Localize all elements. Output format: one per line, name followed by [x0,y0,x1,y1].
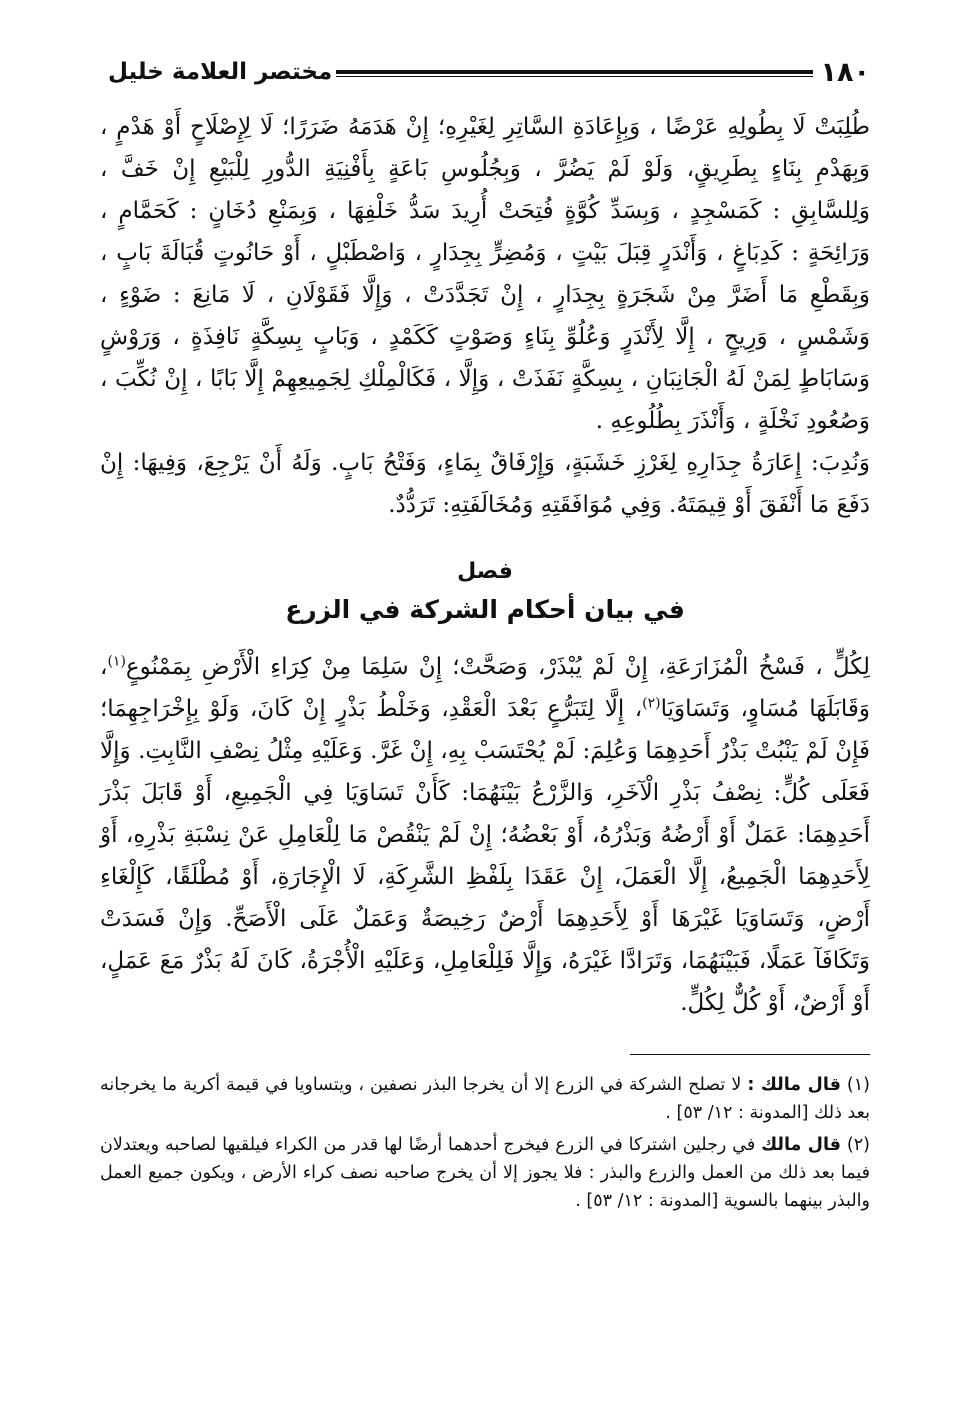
section-paragraph [100,646,870,1024]
footnote-text: في رجلين اشتركا في الزرع فيخرج أحدهما أرضًا لها قدر من الكراء فيلقيها لصاحبه ويعتدلان فيما بعد ذلك من العمل والزرع والبذر : فلا يجوز إلا أن يخرج صاحبه نصف كراء الأرض ، ويكون جميع العمل والبذر بينهما بالسوية [المدونة : ١٢/ ٥٣] . [100,1135,870,1211]
footnote-ref-1[interactable]: (١) [107,653,126,670]
recommended-paragraph: وَنُدِبَ: إِعَارَةُ جِدَارِهِ لِغَرْزِ خَشَبَةٍ، وَإِرْفَاقٌ بِمَاءٍ، وَفَتْحُ بَابٍ. وَلَهُ أَنْ يَرْجِعَ، وَفِيهَا: إِنْ دَفَعَ مَا أَنْفَقَ أَوْ قِيمَتَهُ. وَفِي مُوَافَقَتِهِ وَمُخَالَفَتِهِ: تَرَدُّدٌ. [100,450,870,518]
section-text-part1: لِكُلٍّ ، فَسْخُ الْمُزَارَعَةِ، إِنْ لَمْ يُبْذَرْ، وَصَحَّتْ؛ إِنْ سَلِمَا مِنْ كِرَاءِ الْأَرْضِ بِمَمْنُوعٍ [125,654,870,680]
footnote-author: قال مالك : [747,1075,841,1095]
footnote-number: (٢) [846,1135,870,1155]
main-paragraph: طُلِبَتْ لَا بِطُولِهِ عَرْضًا ، وَبِإِعَادَةِ السَّاتِرِ لِغَيْرِهِ؛ إِنْ هَدَمَهُ ضَرَرًا؛ لَا لِإِصْلَاحٍ أَوْ هَدْمٍ ، وَبِهَدْمِ بِنَاءٍ بِطَرِيقٍ، وَلَوْ لَمْ يَضُرَّ ، وَبِجُلُوسِ بَاعَةٍ بِأَفْنِيَةِ الدُّورِ لِلْبَيْعِ إِنْ خَفَّ ، وَلِلسَّابِقِ : كَمَسْجِدٍ ، وَبِسَدِّ كُوَّةٍ فُتِحَتْ أُرِيدَ سَدُّ خَلْفِهَا ، وَبِمَنْعِ دُخَانٍ : كَحَمَّامٍ ، وَرَائِحَةٍ : كَدِبَاغٍ ، وَأَنْدَرٍ قِبَلَ بَيْتٍ ، وَمُضِرٍّ بِجِدَارٍ ، وَاصْطَبْلٍ ، أَوْ حَانُوتٍ قُبَالَةَ بَابٍ ، وَبِقَطْعِ مَا أَضَرَّ مِنْ شَجَرَةٍ بِجِدَارٍ ، إِنْ تَجَدَّدَتْ ، وَإِلَّا فَقَوْلَانِ ، لَا مَانِعَ : ضَوْءٍ ، وَشَمْسٍ ، وَرِيحٍ ، إِلَّا لِأَنْدَرٍ وَعُلُوِّ بِنَاءٍ وَصَوْتٍ كَكَمْدٍ ، وَبَابٍ بِسِكَّةٍ نَافِذَةٍ ، وَرَوْشٍ وَسَابَاطٍ لِمَنْ لَهُ الْجَانِبَانِ ، بِسِكَّةٍ نَفَذَتْ ، وَإِلَّا ، فَكَالْمِلْكِ لِجَمِيعِهِمْ إِلَّا بَابًا ، إِنْ نُكِّبَ ، وَصُعُودِ نَخْلَةٍ ، وَأَنْذَرَ بِطُلُوعِهِ . [100,114,870,434]
footnote-author: قال مالك [761,1135,841,1155]
section-text-part3: ، إِلَّا لِتَبَرُّعٍ بَعْدَ الْعَقْدِ، وَخَلْطُ بَذْرٍ إِنْ كَانَ، وَلَوْ بِإِخْرَاجِهِمَا؛ فَإِنْ لَمْ يَنْبُتْ بَذْرُ أَحَدِهِمَا وَعُلِمَ: لَمْ يُحْتَسَبْ بِهِ، إِنْ غَرَّ. وَعَلَيْهِ مِثْلُ نِصْفِ النَّابِتِ. وَإِلَّا فَعَلَى كُلٍّ: نِصْفُ بَذْرِ الْآخَرِ، وَالزَّرْعُ بَيْنَهُمَا: كَأَنْ تَسَاوَيَا فِي الْجَمِيعِ، أَوْ قَابَلَ بَذْرَ أَحَدِهِمَا: عَمَلٌ أَوْ أَرْضُهُ وَبَذْرُهُ، أَوْ بَعْضُهُ؛ إِنْ لَمْ يَنْقُصْ مَا لِلْعَامِلِ عَنْ نِسْبَةِ بَذْرِهِ، أَوْ لِأَحَدِهِمَا الْجَمِيعُ، إِلَّا الْعَمَلَ، إِنْ عَقَدَا بِلَفْظِ الشَّرِكَةِ، لَا الْإِجَارَةِ، أَوْ مُطْلَقًا، كَإِلْغَاءِ أَرْضٍ، وَتَسَاوَيَا غَيْرَهَا أَوْ لِأَحَدِهِمَا أَرْضٌ رَخِيصَةٌ وَعَمَلٌ عَلَى الْأَصَحِّ. وَإِنْ فَسَدَتْ وَتَكَافَآ عَمَلًا، فَبَيْنَهُمَا، وَتَرَادَّا غَيْرَهُ، وَإِلَّا فَلِلْعَامِلِ، وَعَلَيْهِ الْأُجْرَةُ، كَانَ لَهُ بَذْرٌ مَعَ عَمَلٍ، أَوْ أَرْضٌ، أَوْ كُلٌّ لِكُلٍّ. [100,696,870,1016]
page-number: ١٨٠ [820,56,870,88]
page-header [100,52,870,92]
footnote-1 [100,1071,870,1127]
running-title: مختصر العلامة خليل [108,59,333,85]
footnote-separator [630,1054,870,1055]
footnote-2 [100,1131,870,1215]
book-page [100,52,870,1392]
section-text-part2: ، وَقَابَلَهَا مُسَاوٍ، وَتَسَاوَيَا [100,654,870,722]
footnote-text: لا تصلح الشركة في الزرع إلا أن يخرجا البذر نصفين ، ويتساويا في قيمة أكرية ما يخرجانه بعد ذلك [المدونة : ١٢/ ٥٣] . [100,1075,870,1123]
footnote-number: (١) [846,1075,870,1095]
section-label: فصل [457,559,513,584]
section-title: في بيان أحكام الشركة في الزرع [285,595,685,624]
footnote-ref-2[interactable]: (٢) [642,695,661,712]
header-rule [336,70,812,77]
